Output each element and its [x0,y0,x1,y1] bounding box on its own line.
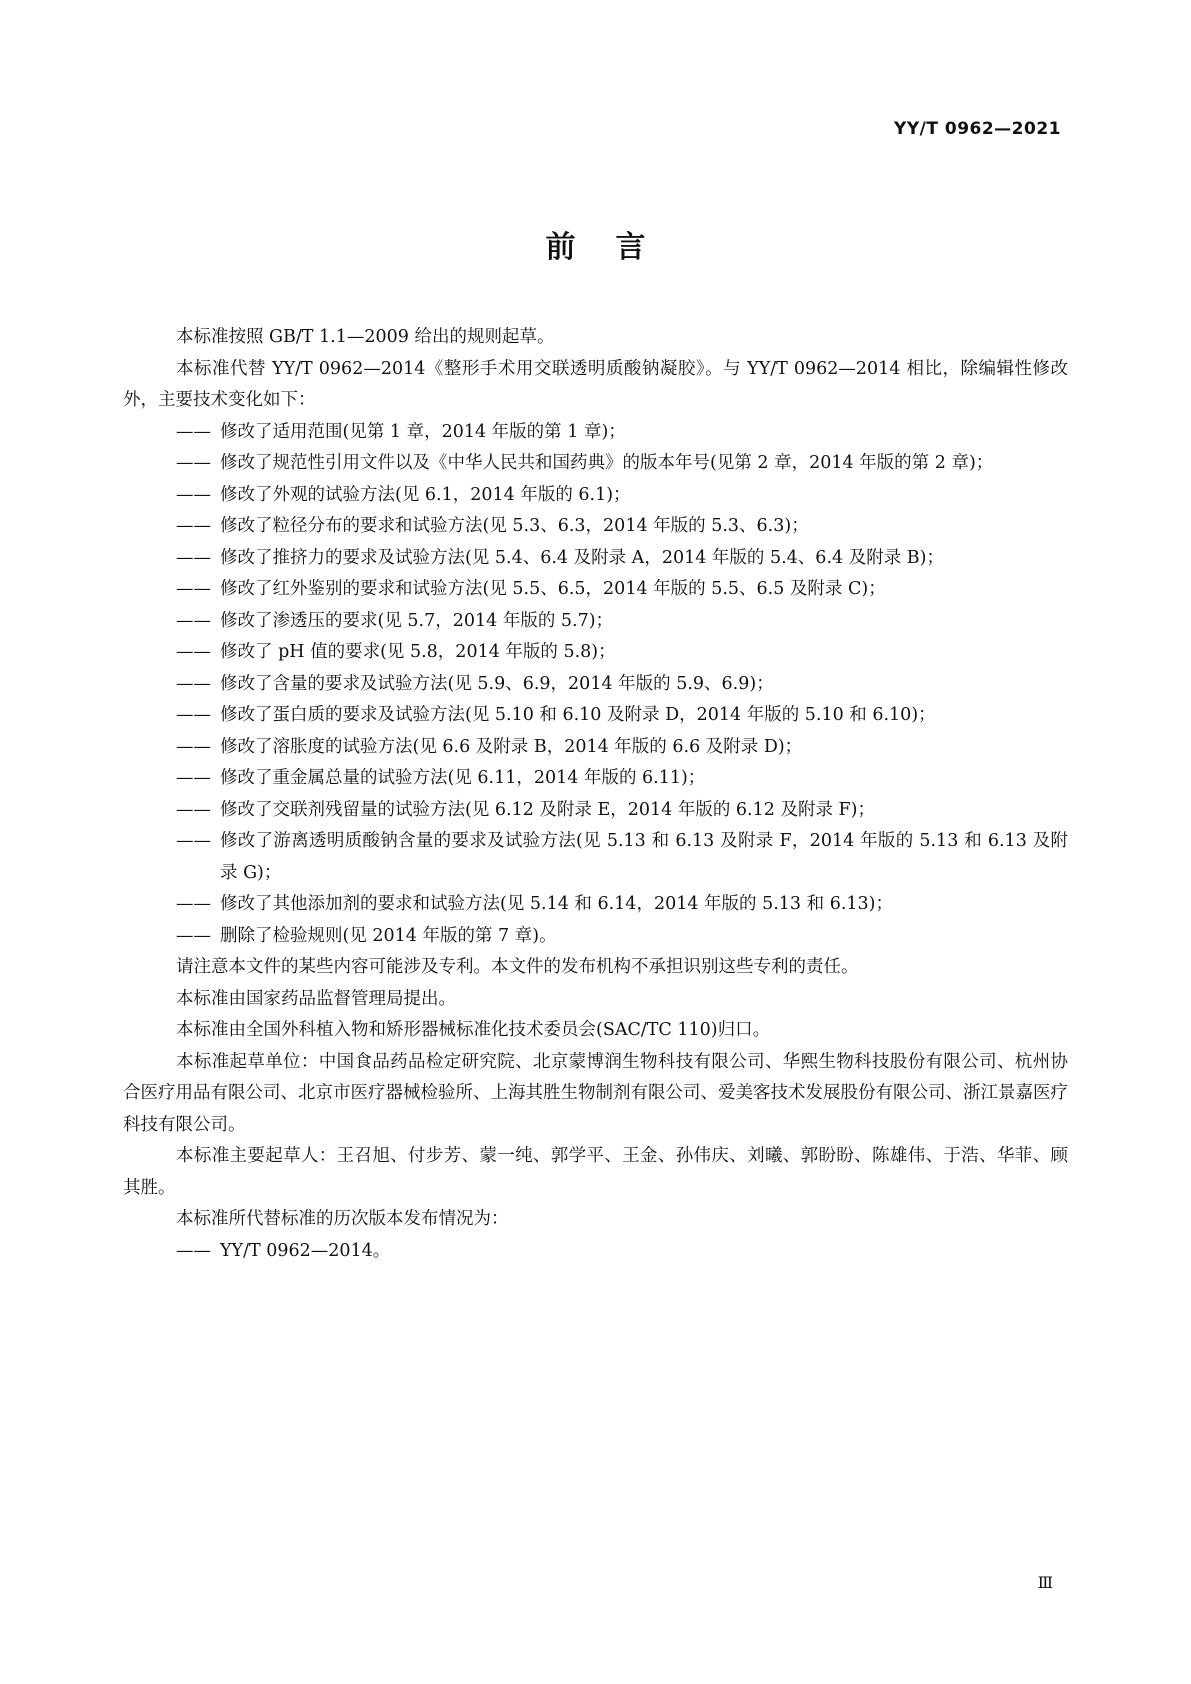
dash-marker: —— [176,516,211,536]
dash-marker: —— [176,673,211,694]
paragraph: 本标准起草单位：中国食品药品检定研究院、北京蒙博润生物科技有限公司、华熙生物科技股份有限公司、杭州协合医疗用品有限公司、北京市医疗器械检验所、上海其胜生物制剂有限公司、爱美客技术发展股份有限公司、浙江景嘉医疗科技有限公司。 [123,1051,1068,1135]
list-item-text: 修改了溶胀度的试验方法(见 6.6 及附录 B，2014 年版的 6.6 及附录 D)； [220,736,803,757]
paragraph: 本标准所代替标准的历次版本发布情况为： [176,1209,509,1229]
dash-marker: —— [176,421,211,442]
list-item [123,763,1068,795]
list-item [123,669,1068,701]
paragraph: 本标准由全国外科植入物和矫形器械标准化技术委员会(SAC/TC 110)归口。 [176,1020,771,1040]
paragraph: 请注意本文件的某些内容可能涉及专利。本文件的发布机构不承担识别这些专利的责任。 [176,957,859,977]
list-item-text: 修改了推挤力的要求及试验方法(见 5.4、6.4 及附录 A，2014 年版的 5.4、6.4 及附录 B)； [220,547,944,568]
list-item [123,543,1068,575]
page-number: Ⅲ [1037,1573,1053,1592]
dash-marker: —— [176,1240,211,1261]
list-item-text: 修改了蛋白质的要求及试验方法(见 5.10 和 6.10 及附录 D，2014 年版的 5.10 和 6.10)； [220,705,936,725]
list-item-text: 修改了适用范围(见第 1 章，2014 年版的第 1 章)； [220,421,626,442]
list-item-text: 修改了 pH 值的要求(见 5.8，2014 年版的 5.8)； [220,642,616,662]
dash-marker: —— [176,705,211,725]
dash-marker: —— [176,736,211,757]
paragraph: 本标准主要起草人：王召旭、付步芳、蒙一纯、郭学平、王金、孙伟庆、刘曦、郭盼盼、陈雄伟、于浩、华菲、顾其胜。 [123,1146,1068,1198]
dash-marker: —— [176,768,211,788]
list-item [123,637,1068,669]
dash-marker: —— [176,894,211,914]
list-item [123,511,1068,543]
list-item-text: 修改了粒径分布的要求和试验方法(见 5.3、6.3，2014 年版的 5.3、6.3)； [220,516,809,536]
list-item [123,1236,1068,1268]
list-item [123,606,1068,638]
paragraph: 本标准由国家药品监督管理局提出。 [176,988,456,1009]
list-item [123,795,1068,827]
dash-marker: —— [176,610,211,631]
list-item [123,826,1068,889]
paragraph: 本标准按照 GB/T 1.1—2009 给出的规则起草。 [176,327,555,347]
dash-marker: —— [176,799,211,820]
paragraph: 本标准代替 YY/T 0962—2014《整形手术用交联透明质酸钠凝胶》。与 YY/T 0962—2014 相比，除编辑性修改外，主要技术变化如下： [123,358,1068,410]
list-item-text: YY/T 0962—2014。 [220,1240,391,1261]
list-item [123,574,1068,606]
list-item-text: 修改了其他添加剂的要求和试验方法(见 5.14 和 6.14，2014 年版的 5.13 和 6.13)； [220,894,893,914]
dash-marker: —— [176,547,211,568]
dash-marker: —— [176,831,211,851]
list-item-text: 修改了游离透明质酸钠含量的要求及试验方法(见 5.13 和 6.13 及附录 F，2014 年版的 5.13 和 6.13 及附录 G)； [220,831,1068,883]
list-item-text: 修改了重金属总量的试验方法(见 6.11，2014 年版的 6.11)； [220,768,706,788]
list-item-text: 删除了检验规则(见 2014 年版的第 7 章)。 [220,925,557,946]
list-item-text: 修改了红外鉴别的要求和试验方法(见 5.5、6.5，2014 年版的 5.5、6.5 及附录 C)； [220,579,886,599]
document-body [123,322,1068,1267]
dash-marker: —— [176,642,211,662]
list-item [123,448,1068,480]
list-item [123,700,1068,732]
dash-marker: —— [176,453,211,473]
list-item-text: 修改了渗透压的要求(见 5.7，2014 年版的 5.7)； [220,610,614,631]
list-item [123,921,1068,953]
list-item [123,480,1068,512]
page-title: 前言 [545,230,686,265]
list-item [123,417,1068,449]
list-item-text: 修改了含量的要求及试验方法(见 5.9、6.9，2014 年版的 5.9、6.9)； [220,673,774,694]
list-item-text: 修改了交联剂残留量的试验方法(见 6.12 及附录 E，2014 年版的 6.12 及附录 F)； [220,799,875,820]
dash-marker: —— [176,579,211,599]
list-item [123,732,1068,764]
list-item [123,889,1068,921]
dash-marker: —— [176,925,211,946]
list-item-text: 修改了规范性引用文件以及《中华人民共和国药典》的版本年号(见第 2 章，2014 年版的第 2 章)； [220,453,994,473]
list-item-text: 修改了外观的试验方法(见 6.1，2014 年版的 6.1)； [220,484,631,505]
standard-code: YY/T 0962—2021 [894,119,1061,139]
dash-marker: —— [176,484,211,505]
